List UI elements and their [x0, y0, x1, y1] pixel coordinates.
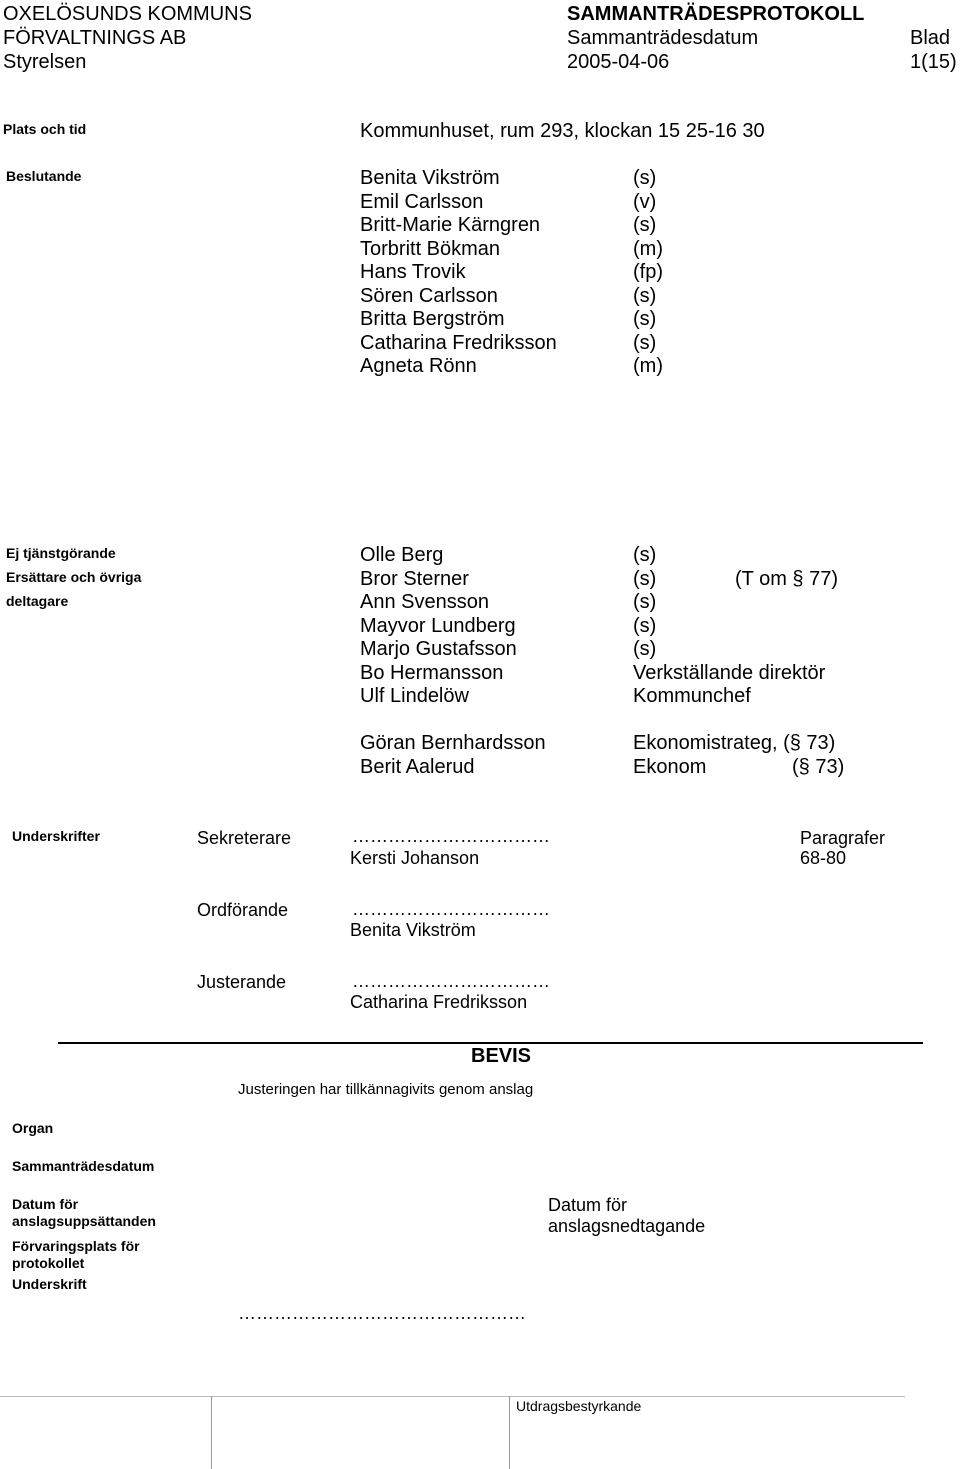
proof-divider: [58, 1042, 923, 1044]
member-party: (s): [633, 331, 657, 354]
attendee-role: (s): [633, 567, 657, 590]
proof-meeting-date-label: Sammanträdesdatum: [12, 1158, 155, 1174]
attendee-name: Ulf Lindelöw: [360, 685, 469, 707]
member-party: (m): [633, 237, 663, 260]
extract-label: Utdragsbestyrkande: [516, 1398, 642, 1414]
paragraphs-label: Paragrafer: [800, 828, 886, 848]
attendee-role: (s): [633, 614, 657, 637]
adjuster-name: Catharina Fredriksson: [350, 992, 528, 1012]
attendee-name: Olle Berg: [360, 544, 444, 566]
others-label-line1: Ej tjänstgörande: [6, 545, 116, 561]
footer-column-divider: [509, 1396, 510, 1469]
org-unit: Styrelsen: [3, 51, 87, 73]
attendee-role: (s): [633, 544, 657, 566]
signature-label: Underskrift: [12, 1276, 87, 1292]
chair-name: Benita Vikström: [350, 920, 476, 940]
member-party: (s): [633, 214, 657, 236]
attendee-name: Berit Aalerud: [360, 755, 475, 778]
attendee-name: Bo Hermansson: [360, 661, 504, 684]
member-name: Emil Carlsson: [360, 190, 484, 213]
others-label-line3: deltagare: [6, 593, 69, 609]
footer-column-divider: [211, 1396, 212, 1469]
org-name-line1: OXELÖSUNDS KOMMUNS: [3, 3, 252, 25]
place-value: Kommunhuset, rum 293, klockan 15 25-16 30: [360, 120, 765, 142]
attendee-name: Bror Sterner: [360, 567, 469, 590]
proof-signature-line: …………………………………………: [238, 1303, 526, 1323]
member-party: (s): [633, 308, 657, 330]
member-name: Sören Carlsson: [360, 284, 498, 307]
removal-date-label-line2: anslagsnedtagande: [548, 1216, 706, 1236]
document-type: SAMMANTRÄDESPROTOKOLL: [567, 3, 865, 25]
member-name: Torbritt Bökman: [360, 237, 501, 260]
attendee-note: (T om § 77): [735, 567, 838, 590]
storage-label-line2: protokollet: [12, 1255, 85, 1271]
chair-signature-line: ……………………………: [352, 899, 550, 919]
place-label: Plats och tid: [3, 121, 87, 137]
attendee-name: Marjo Gustafsson: [360, 638, 517, 660]
meeting-date-value: 2005-04-06: [567, 51, 670, 73]
signatures-label: Underskrifter: [12, 828, 100, 844]
member-party: (s): [633, 284, 657, 307]
chair-label: Ordförande: [197, 900, 289, 920]
proof-subtitle: Justeringen har tillkännagivits genom anslag: [238, 1081, 534, 1098]
member-name: Agneta Rönn: [360, 355, 477, 377]
member-name: Britt-Marie Kärngren: [360, 214, 541, 236]
secretary-name: Kersti Johanson: [350, 848, 480, 868]
secretary-label: Sekreterare: [197, 828, 292, 848]
member-name: Benita Vikström: [360, 167, 500, 189]
posting-date-label-line2: anslagsuppsättanden: [12, 1213, 156, 1229]
attendee-role: Verkställande direktör: [633, 661, 826, 684]
posting-date-label-line1: Datum för: [12, 1196, 79, 1212]
page-value: 1(15): [910, 51, 957, 73]
footer-divider: [0, 1396, 905, 1397]
secretary-signature-line: ……………………………: [352, 826, 550, 846]
paragraphs-value: 68-80: [800, 848, 847, 868]
attendee-name: Ann Svensson: [360, 591, 489, 613]
org-name-line2: FÖRVALTNINGS AB: [3, 27, 187, 49]
attendee-name: Göran Bernhardsson: [360, 732, 546, 754]
member-name: Britta Bergström: [360, 308, 505, 330]
storage-label-line1: Förvaringsplats för: [12, 1238, 140, 1254]
meeting-date-label: Sammanträdesdatum: [567, 27, 759, 49]
deciding-label: Beslutande: [6, 168, 82, 184]
attendee-role: (s): [633, 591, 657, 613]
member-party: (m): [633, 355, 663, 377]
page-label: Blad: [910, 27, 951, 49]
adjuster-signature-line: ……………………………: [352, 971, 550, 991]
member-name: Hans Trovik: [360, 261, 466, 283]
member-party: (v): [633, 190, 657, 213]
attendee-role: (s): [633, 638, 657, 660]
member-party: (s): [633, 167, 657, 189]
member-name: Catharina Fredriksson: [360, 331, 557, 354]
attendee-role: Kommunchef: [633, 685, 751, 707]
removal-date-label-line1: Datum för: [548, 1195, 628, 1215]
proof-title: BEVIS: [471, 1045, 532, 1067]
member-party: (fp): [633, 261, 663, 283]
attendee-note: (§ 73): [792, 755, 845, 778]
organ-label: Organ: [12, 1120, 54, 1136]
others-label-line2: Ersättare och övriga: [6, 569, 142, 585]
adjuster-label: Justerande: [197, 972, 287, 992]
attendee-name: Mayvor Lundberg: [360, 614, 516, 637]
attendee-role: Ekonom: [633, 755, 707, 778]
attendee-role: Ekonomistrateg, (§ 73): [633, 732, 836, 754]
